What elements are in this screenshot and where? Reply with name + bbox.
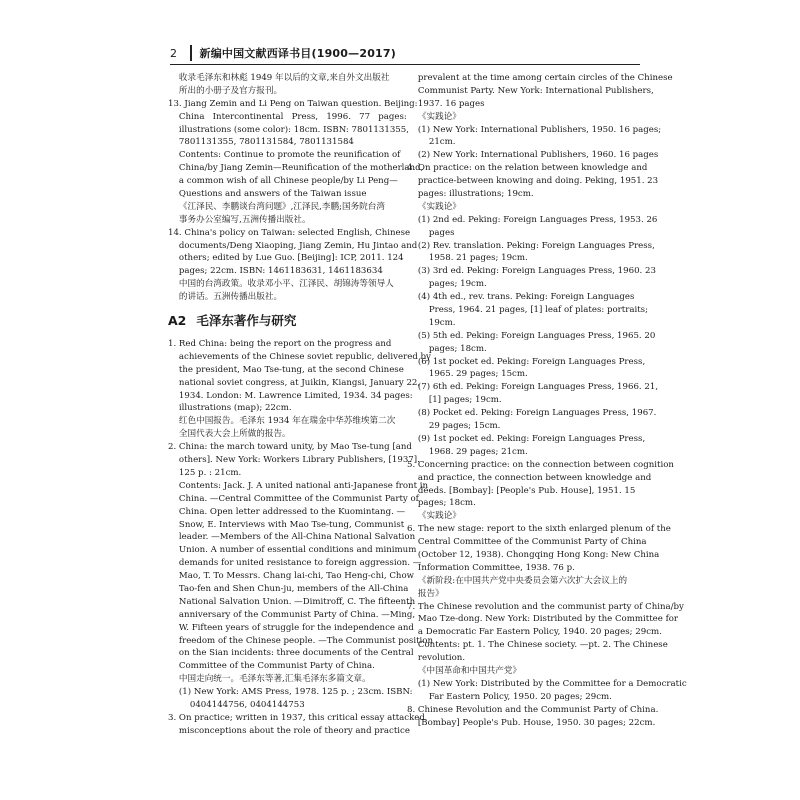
entry-line: 中国走向统一。毛泽东等著,汇集毛泽东多篇文章。 bbox=[168, 674, 371, 685]
entry-line: achievements of the Chinese soviet republic, delivered by bbox=[168, 351, 431, 362]
entry-line: pages; 19cm. bbox=[407, 279, 487, 290]
entry-line: Contents: Jack. J. A united national anti-Japanese front in bbox=[168, 480, 429, 491]
entry-line: pages; 18cm. bbox=[407, 343, 487, 354]
entry-line: 125 p. : 21cm. bbox=[168, 467, 242, 478]
entry-line: 19cm. bbox=[407, 317, 456, 328]
right-column bbox=[407, 72, 687, 729]
entry-line: Questions and answers of the Taiwan issue bbox=[168, 189, 367, 200]
entry-line: 《中国革命和中国共产党》 bbox=[407, 665, 522, 676]
entry-line: 红色中国报告。毛泽东 1934 年在瑞金中华苏维埃第二次 bbox=[168, 416, 396, 427]
entry-line: 《新阶段:在中国共产党中央委员会第六次扩大会议上的 bbox=[407, 575, 628, 586]
entry-line: Snow, E. Interviews with Mao Tse-tung, Communist bbox=[168, 519, 405, 530]
entry-line: demands for united resistance to foreign aggression. — bbox=[168, 558, 422, 569]
entry-line: China Intercontinental Press, 1996. 77 pages: bbox=[168, 111, 407, 122]
entry-line: a common wish of all Chinese people/by Li Peng— bbox=[168, 176, 398, 187]
entry-line: deeds. [Bombay]: [People's Pub. House], 1951. 15 bbox=[407, 485, 636, 496]
entry-line: China. —Central Committee of the Communist Party of bbox=[168, 493, 419, 504]
entry-line: 1965. 29 pages; 15cm. bbox=[407, 369, 528, 380]
entry-line: Mao Tze-dong. New York: Distributed by the Committee for bbox=[407, 614, 679, 625]
entry-line: (1) New York: Distributed by the Committee for a Democratic bbox=[407, 678, 687, 689]
entry-line: 1934. London: M. Lawrence Limited, 1934. 34 pages: bbox=[168, 390, 413, 401]
entry-line: 7801131355, 7801131584, 7801131584 bbox=[168, 137, 354, 148]
entry-line: on the Sian incidents: three documents of the Central bbox=[168, 648, 414, 659]
entry-line: and practice, the connection between knowledge and bbox=[407, 472, 652, 483]
bibliography-entry bbox=[407, 523, 671, 600]
entry-line: Mao, T. To Messrs. Chang lai-chi, Tao Heng-chi, Chow bbox=[168, 571, 414, 582]
entry-line: (9) 1st pocket ed. Peking: Foreign Languages Press, bbox=[407, 433, 646, 444]
bibliography-entry bbox=[407, 601, 687, 704]
running-header bbox=[170, 42, 640, 65]
entry-line: misconceptions about the role of theory and practice bbox=[168, 725, 410, 736]
entry-line: (2) New York: International Publishers, 1960. 16 pages bbox=[407, 150, 659, 161]
entry-line: Far Eastern Policy, 1950. 20 pages; 29cm. bbox=[407, 691, 612, 702]
bibliography-entry bbox=[168, 227, 418, 304]
entry-line: China/by Jiang Zemin—Reunification of the motherland, bbox=[168, 163, 424, 174]
entry-line: the president, Mao Tse-tung, at the second Chinese bbox=[168, 364, 404, 375]
running-title: 新编中国文献西译书目(1900—2017) bbox=[199, 47, 396, 60]
entry-line: Contents: pt. 1. The Chinese society. —pt. 2. The Chinese bbox=[407, 640, 668, 651]
entry-line: 报告》 bbox=[407, 588, 444, 599]
page-number: 2 bbox=[170, 46, 177, 60]
bibliography-entry bbox=[407, 72, 673, 162]
entry-line: 全国代表大会上所做的报告。 bbox=[168, 429, 291, 440]
bibliography-entry bbox=[168, 338, 431, 441]
entry-line: pages; 18cm. bbox=[407, 498, 476, 509]
bibliography-entry bbox=[407, 162, 659, 458]
entry-line: (7) 6th ed. Peking: Foreign Languages Press, 1966. 21, bbox=[407, 382, 659, 393]
section-heading bbox=[168, 306, 393, 336]
entry-line: 《实践论》 bbox=[407, 201, 461, 212]
entry-line: (5) 5th ed. Peking: Foreign Languages Press, 1965. 20 bbox=[407, 330, 656, 341]
entry-line: 中国的台湾政策。收录邓小平、江泽民、胡锦涛等领导人 bbox=[168, 279, 394, 290]
entry-line: 1958. 21 pages; 19cm. bbox=[407, 253, 528, 264]
entry-line: 1968. 29 pages; 21cm. bbox=[407, 446, 528, 457]
entry-line: 事务办公室编写,五洲传播出版社。 bbox=[168, 214, 311, 225]
bibliography-entry bbox=[407, 704, 659, 730]
entry-line: 2. China: the march toward unity, by Mao Tse-tung [and bbox=[168, 442, 412, 453]
entry-line: Central Committee of the Communist Party of China bbox=[407, 537, 647, 548]
header-divider bbox=[190, 45, 192, 61]
entry-line: 《实践论》 bbox=[407, 511, 461, 522]
entry-line: 6. The new stage: report to the sixth enlarged plenum of the bbox=[407, 524, 671, 535]
entry-line: National Salvation Union. —Dimitroff, C. The fifteenth bbox=[168, 596, 416, 607]
entry-line: Contents: Continue to promote the reunification of bbox=[168, 150, 401, 161]
bibliography-entry bbox=[168, 72, 393, 98]
entry-line: (October 12, 1938). Chongqing Hong Kong: New China bbox=[407, 549, 660, 560]
entry-line: (1) New York: International Publishers, 1950. 16 pages; bbox=[407, 124, 662, 135]
entry-line: freedom of the Chinese people. —The Communist position bbox=[168, 635, 433, 646]
bibliography-entry bbox=[168, 712, 425, 738]
entry-line: (1) New York: AMS Press, 1978. 125 p. ; 23cm. ISBN: bbox=[168, 687, 413, 698]
entry-line: Information Committee, 1938. 76 p. bbox=[407, 562, 575, 573]
entry-line: [1] pages; 19cm. bbox=[407, 395, 502, 406]
entry-line: a Democratic Far Eastern Policy, 1940. 20 pages; 29cm. bbox=[407, 627, 662, 638]
entry-line: 13. Jiang Zemin and Li Peng on Taiwan question. Beijing: bbox=[168, 98, 418, 109]
entry-line: pages bbox=[407, 227, 455, 238]
entry-line: 14. China's policy on Taiwan: selected English, Chinese bbox=[168, 227, 411, 238]
entry-line: 29 pages; 15cm. bbox=[407, 421, 501, 432]
entry-line: revolution. bbox=[407, 653, 466, 664]
entry-line: practice-between knowing and doing. Peking, 1951. 23 bbox=[407, 176, 659, 187]
entry-line: Committee of the Communist Party of China. bbox=[168, 661, 375, 672]
entry-line: others; edited by Lue Guo. [Beijing]: ICP, 2011. 124 bbox=[168, 253, 404, 264]
entry-line: (1) 2nd ed. Peking: Foreign Languages Press, 1953. 26 bbox=[407, 214, 658, 225]
entry-line: documents/Deng Xiaoping, Jiang Zemin, Hu Jintao and bbox=[168, 240, 418, 251]
entry-line: (8) Pocket ed. Peking: Foreign Languages Press, 1967. bbox=[407, 408, 657, 419]
entry-line: 所出的小册子及官方报刊。 bbox=[168, 85, 283, 96]
entry-line: leader. —Members of the All-China National Salvation bbox=[168, 532, 416, 543]
bibliography-entry bbox=[407, 459, 674, 523]
entry-line: 3. On practice; written in 1937, this critical essay attacked bbox=[168, 712, 425, 723]
entry-line: (6) 1st pocket ed. Peking: Foreign Languages Press, bbox=[407, 356, 646, 367]
entry-line: 7. The Chinese revolution and the communist party of China/by bbox=[407, 601, 684, 612]
entry-line: 1937. 16 pages bbox=[407, 98, 485, 109]
entry-line: 4. On practice: on the relation between knowledge and bbox=[407, 163, 648, 174]
section-code: A2 bbox=[168, 313, 187, 329]
entry-line: illustrations (map); 22cm. bbox=[168, 403, 292, 414]
entry-line: Union. A number of essential conditions and minimum bbox=[168, 545, 417, 556]
entry-line: national soviet congress, at Juikin, Kiangsi, January 22, bbox=[168, 377, 421, 388]
entry-line: Communist Party. New York: International Publishers, bbox=[407, 85, 654, 96]
bibliography-entry bbox=[168, 98, 424, 227]
entry-line: China. Open letter addressed to the Kuomintang. — bbox=[168, 506, 406, 517]
section-title: 毛泽东著作与研究 bbox=[196, 313, 297, 329]
entry-line: illustrations (some color): 18cm. ISBN: 7801131355, bbox=[168, 124, 409, 135]
entry-line: Tao-fen and Shen Chun-ju, members of the All-China bbox=[168, 583, 409, 594]
entry-line: 5. Concerning practice: on the connection between cognition bbox=[407, 459, 674, 470]
entry-line: anniversary of the Communist Party of China. —Ming, bbox=[168, 609, 416, 620]
entry-line: 1. Red China: being the report on the progress and bbox=[168, 339, 392, 350]
entry-line: 《江泽民、李鹏谈台湾问题》,江泽民,李鹏;国务院台湾 bbox=[168, 201, 385, 212]
entry-line: W. Fifteen years of struggle for the independence and bbox=[168, 622, 414, 633]
entry-line: 8. Chinese Revolution and the Communist Party of China. bbox=[407, 704, 659, 715]
entry-line: pages; 22cm. ISBN: 1461183631, 1461183634 bbox=[168, 266, 383, 277]
entry-line: 的讲话。五洲传播出版社。 bbox=[168, 292, 283, 303]
entry-line: prevalent at the time among certain circles of the Chinese bbox=[407, 73, 673, 83]
entry-line: pages: illustrations; 19cm. bbox=[407, 189, 534, 200]
entry-line: 《实践论》 bbox=[407, 111, 461, 122]
entry-line: (4) 4th ed., rev. trans. Peking: Foreign Languages bbox=[407, 292, 635, 303]
entry-line: (3) 3rd ed. Peking: Foreign Languages Press, 1960. 23 bbox=[407, 266, 656, 277]
entry-line: others]. New York: Workers Library Publishers, [1937]. bbox=[168, 455, 420, 466]
entry-line: 收录毛泽东和林彪 1949 年以后的文章,来自外文出版社 bbox=[168, 73, 390, 83]
entry-line: 0404144756, 0404144753 bbox=[168, 699, 305, 710]
entry-line: 21cm. bbox=[407, 137, 456, 148]
entry-line: [Bombay] People's Pub. House, 1950. 30 pages; 22cm. bbox=[407, 717, 656, 728]
entry-line: (2) Rev. translation. Peking: Foreign Languages Press, bbox=[407, 240, 655, 251]
entry-line: Press, 1964. 21 pages, [1] leaf of plates: portraits; bbox=[407, 305, 648, 316]
